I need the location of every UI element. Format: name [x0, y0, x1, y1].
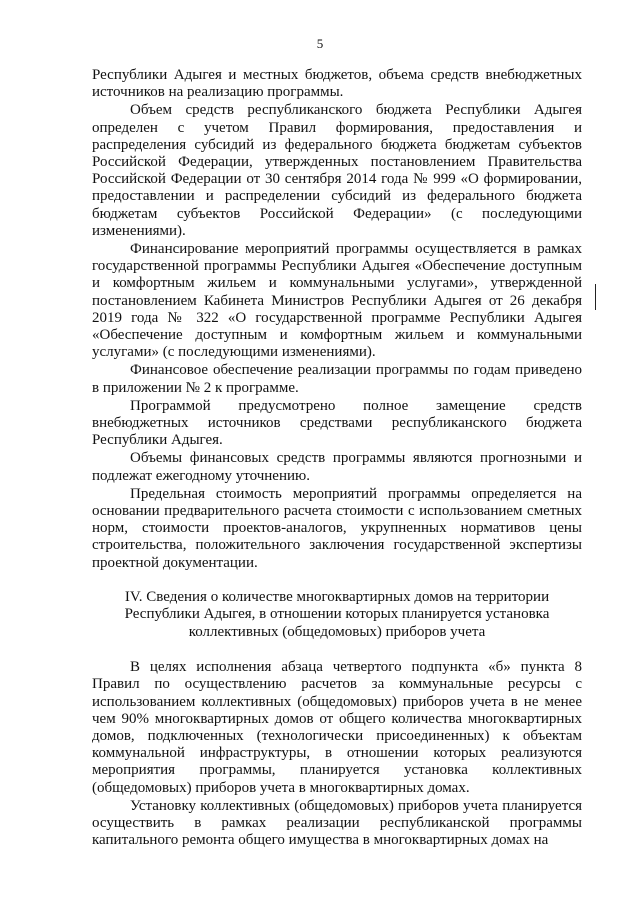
paragraph: В целях исполнения абзаца четвертого подпункта «б» пункта 8 Правил по осуществлению расчетов за коммунальные ресурсы с использованием коллективных (общедомовых) приборов учета в не менее чем 90% многоквартирных домов от общего количества многоквартирных домов, подключенных (технологически присоединенных) к объектам коммунальной инфраструктуры, в отношении которых реализуются мероприятия программы, планируется установка коллективных (общедомовых) приборов учета в многоквартирных домах.	[92, 659, 582, 796]
section-heading-line: коллективных (общедомовых) приборов учета	[188, 623, 486, 640]
paragraph: Финансирование мероприятий программы осуществляется в рамках государственной программы Республики Адыгея «Обеспечение доступным и комфортным жильем и коммунальными услугами», утвержденной постановлением Кабинета Министров Республики Адыгея от 26 декабря 2019 года № 322 «О государственной программе Республики Адыгея «Обеспечение доступным и комфортным жильем и коммунальными услугами» (с последующими изменениями).	[92, 241, 582, 361]
page-number: 5	[316, 36, 324, 51]
paragraph: Объем средств республиканского бюджета Республики Адыгея определен с учетом Правил формирования, предоставления и распределения субсидий из федерального бюджета бюджетам субъектов Российской Федерации, утвержденных постановлением Правительства Российской Федерации от 30 сентября 2014 года № 999 «О формировании, предоставлении и распределении субсидий из федерального бюджета бюджетам субъектов Российской Федерации» (с последующими изменениями).	[92, 102, 582, 239]
paragraph: Программой предусмотрено полное замещение средств внебюджетных источников средствами республиканского бюджета Республики Адыгея.	[92, 397, 582, 449]
paragraph: Предельная стоимость мероприятий программы определяется на основании предварительного расчета стоимости с использованием сметных норм, стоимости проектов-аналогов, укрупненных нормативов цены строительства, положительного заключения государственной экспертизы проектной документации.	[92, 485, 582, 571]
margin-mark	[594, 284, 597, 310]
document-body	[92, 67, 582, 850]
section-heading-line: Республики Адыгея, в отношении которых планируется установка	[124, 606, 550, 623]
section-heading	[92, 589, 582, 641]
paragraph: Финансовое обеспечение реализации программы по годам приведено в приложении № 2 к программе.	[92, 362, 582, 396]
paragraph: Объемы финансовых средств программы являются прогнозными и подлежат ежегодному уточнению.	[92, 450, 582, 484]
section-heading-line: IV. Сведения о количестве многоквартирных домов на территории	[124, 588, 550, 605]
paragraph: Установку коллективных (общедомовых) приборов учета планируется осуществить в рамках реализации республиканской программы капитального ремонта общего имущества в многоквартирных домах на	[92, 797, 582, 849]
paragraph: Республики Адыгея и местных бюджетов, объема средств внебюджетных источников на реализацию программы.	[92, 67, 582, 101]
